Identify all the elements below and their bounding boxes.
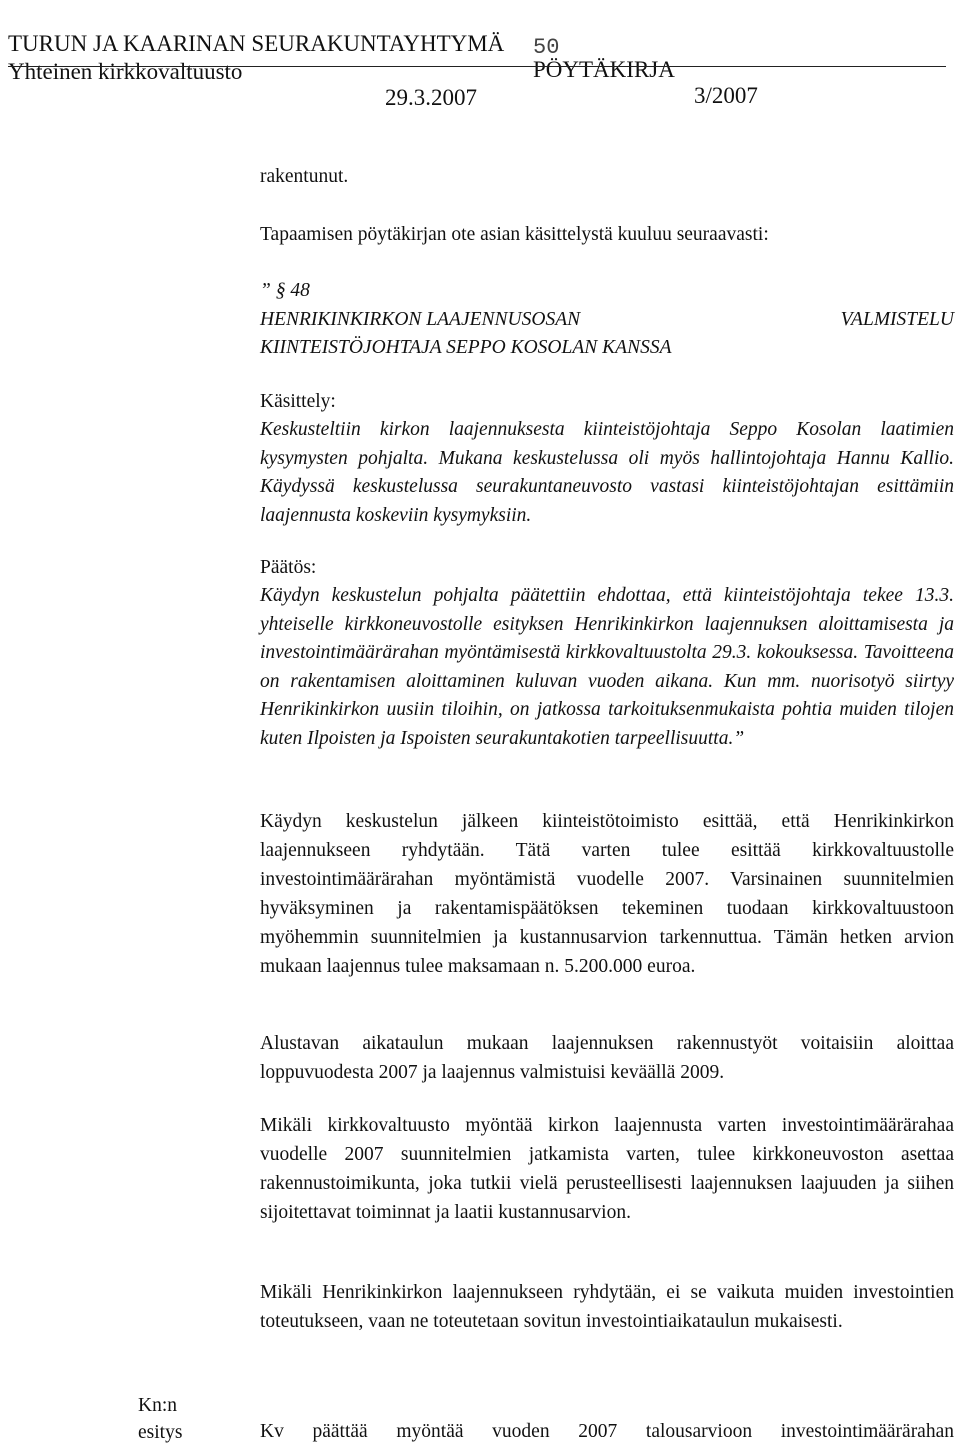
paragraph-intro: Tapaamisen pöytäkirjan ote asian käsittelystä kuuluu seuraavasti:: [260, 224, 769, 245]
quote-title-left: HENRIKINKIRKON LAAJENNUSOSAN: [260, 309, 581, 330]
quote-section-number: ” § 48: [260, 280, 310, 301]
paragraph-rakentunut: rakentunut.: [260, 166, 349, 187]
doc-type: PÖYTÄKIRJA: [533, 57, 675, 82]
paatos-text: Käydyn keskustelun pohjalta päätettiin ehdottaa, että kiinteistöjohtaja tekee 13.3. yhteiselle kirkkoneuvostolle esityksen Henrikinkirkon laajennuksen aloittamisesta ja investointimäärärahan myöntämisestä kirkkovaltuustolta 29.3. kokouksessa. Tavoitteena on rakentamisen aloittaminen kuluvan vuoden aikana. Kun mm. nuorisotyö siirtyy Henrikinkirkon uusiin tiloihin, on jatkossa tarkoituksenmukaista pohtia muiden tilojen kuten Ilpoisten ja Ispoisten seurakuntakotien tarpeellisuutta.”: [260, 585, 954, 749]
quote-title-line-2: KIINTEISTÖJOHTAJA SEPPO KOSOLAN KANSSA: [260, 337, 672, 358]
label-paatos: Päätös:: [260, 557, 317, 578]
meeting-body: Yhteinen kirkkovaltuusto: [8, 59, 243, 84]
quote-title-line-1: [260, 305, 954, 334]
quote-title-right: VALMISTELU: [840, 309, 954, 330]
side-label-kn: Kn:n: [138, 1395, 177, 1416]
proposal-line: Kv päättää myöntää vuoden 2007 talousarvioon investointimäärärahan: [260, 1421, 954, 1442]
page-number: 50: [533, 35, 560, 60]
paragraph-impact: Mikäli Henrikinkirkon laajennukseen ryhdytään, ei se vaikuta muiden investointien toteutukseen, vaan ne toteutetaan sovitun investointiaikataulun mukaisesti.: [260, 1282, 954, 1332]
paragraph-condition: Mikäli kirkkovaltuusto myöntää kirkon laajennusta varten investointimäärärahaa vuodelle 2007 suunnitelmien jatkamista varten, tulee kirkkoneuvoston asettaa rakennustoimikunta, joka tutkii vielä perusteellisesti laajennuksen laajuuden ja siihen sijoitettavat toiminnat ja laatii kustannusarvion.: [260, 1115, 954, 1223]
org-name: TURUN JA KAARINAN SEURAKUNTAYHTYMÄ: [8, 31, 505, 56]
kasittely-text: Keskusteltiin kirkon laajennuksesta kiinteistöjohtaja Seppo Kosolan laatimien kysymysten pohjalta. Mukana keskustelussa oli myös hallintojohtaja Hannu Kallio. Käydyssä keskustelussa seurakuntaneuvosto vastasi kiinteistöjohtajan esittämiin laajennusta koskeviin kysymyksiin.: [260, 419, 954, 526]
doc-number: 3/2007: [694, 83, 758, 108]
paragraph-schedule: Alustavan aikataulun mukaan laajennuksen rakennustyöt voitaisiin aloittaa loppuvuodesta 2007 ja laajennus valmistuisi keväällä 2009.: [260, 1033, 954, 1083]
side-label-esitys: esitys: [138, 1422, 183, 1443]
meeting-date: 29.3.2007: [385, 85, 477, 110]
label-kasittely: Käsittely:: [260, 391, 336, 412]
header-rule: [8, 66, 946, 67]
paragraph-proposal: Käydyn keskustelun jälkeen kiinteistötoimisto esittää, että Henrikinkirkon laajennukseen ryhdytään. Tätä varten tulee esittää kirkkovaltuustolle investointimäärärahan myöntämistä vuodelle 2007. Varsinainen suunnitelmien hyväksyminen ja rakentamispäätöksen tekeminen tuodaan kirkkovaltuustoon myöhemmin suunnitelmien ja kustannusarvion tarkennuttua. Tämän hetken arvion mukaan laajennus tulee maksamaan n. 5.200.000 euroa.: [260, 811, 954, 977]
